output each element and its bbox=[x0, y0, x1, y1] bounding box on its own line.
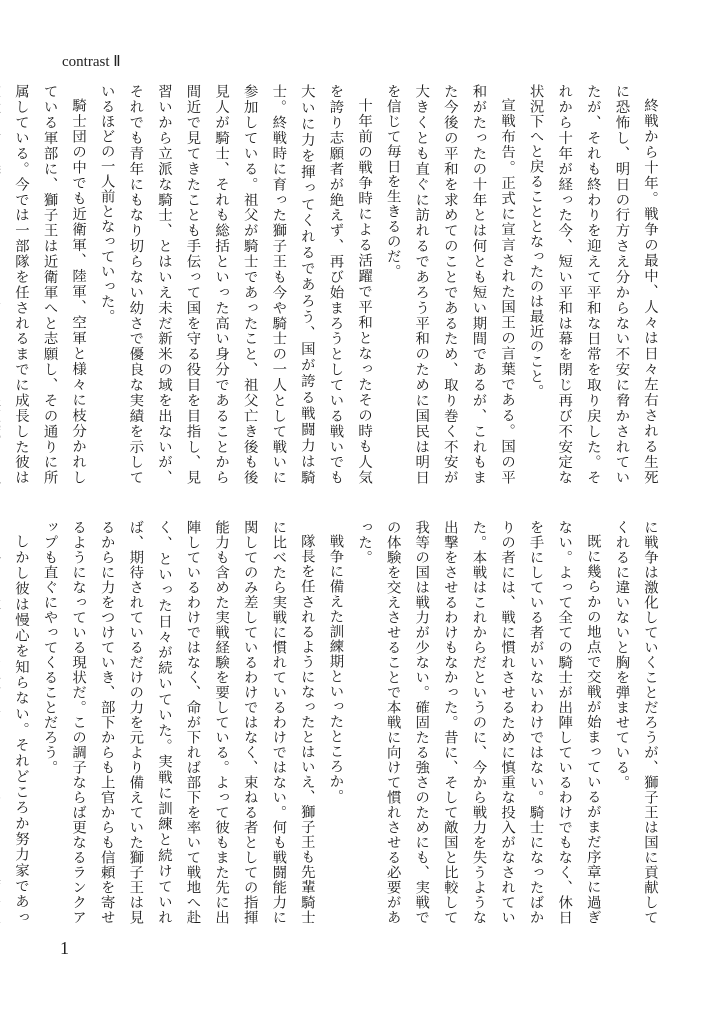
paragraph: 宣戦布告。正式に宣言された国王の言葉である。国の平和がたったの十年とは何とも短い期間であるが、これもまた今後の平和を求めてのことであるため、取り巻く不安が大きくとも直ぐに訪れるであろう平和のために国民は明日を信じて毎日を生きるのだ。 bbox=[384, 84, 516, 485]
upper-text-block bbox=[12, 84, 664, 485]
paragraph: しかし彼は慢心を知らない。それどころか努力家であっ bbox=[12, 534, 29, 925]
lower-text-block bbox=[12, 520, 664, 925]
paragraph: 終戦から十年。戦争の最中、人々は日々左右される生死に恐怖し、明日の行方さえ分からない不安に脅かされていたが、それも終わりを迎えて平和な日常を取り戻した。それから十年が経った今、短い平和は幕を閉じ再び不安定な状況下へと戻ることとなったのは最近のこと。 bbox=[527, 84, 658, 485]
running-header: contrast Ⅱ bbox=[62, 54, 121, 70]
paragraph: 戦争に備えた訓練期といったところか。 bbox=[327, 534, 344, 805]
paragraph: 隊長を任されるようになったとはいえ、獅子王も先輩騎士に比べたら実戦に慣れているわけではない。何も戦闘能力に関してのみ差しているわけではなく、束ねる者としての指揮能力も含めた実戦経験を要している。よって彼もまた先に出陣しているわけではなく、命が下れば部下を率いて戦地へ赴く、といった日々が続いていた。実戦に訓練と続けていれば、期待されているだけの力を元より備えていた獅子王は見るからに力をつけていき、部下からも上官からも信頼を寄せるようになっている現状だ。この調子ならば更なるランクアップも直ぐにやってくることだろう。 bbox=[41, 520, 315, 925]
paragraph: 十年前の戦争時による活躍で平和となったその時も人気を誇り志願者が絶えず、再び始まろうとしている戦いでも大いに力を揮ってくれるであろう、国が誇る戦闘力は騎士。終戦時に育った獅子王も今や騎士の一人として戦いに参加している。祖父が騎士であったこと、祖父亡き後も後見人が騎士、それも総括といった高い身分であることから間近で見てきたことも手伝って国を守る役目を目指し、見習いから立派な騎士、とはいえ未だ新米の域を出ないが、それでも青年にもなり切らない幼さで優良な実績を示しているほどの一人前となっていった。 bbox=[98, 84, 373, 485]
paragraph: 既に幾らかの地点で交戦が始まっているがまだ序章に過ぎない。よって全ての騎士が出陣しているわけでもなく、休日を手にしている者がいないわけではない。騎士になったばかりの者には、戦に慣れさせるために慎重な投入がなされていた。本戦はこれからだというのに、今から戦力を失うような出撃をさせるわけもなかった。昔に、そして敵国と比較して我等の国は戦力が少ない。確固たる強さのためにも、実戦での体験を交えさせることで本戦に向けて慣れさせる必要があった。 bbox=[356, 520, 601, 925]
page-number: 1 bbox=[60, 938, 69, 958]
paragraph: 騎士団の中でも近衛軍、陸軍、空軍と様々に枝分かれしている軍部に、獅子王は近衛軍へと志願し、その通りに所属している。今では一部隊を任されるまでに成長した彼は bbox=[12, 84, 87, 485]
paragraph: に戦争は激化していくことだろうが、獅子王は国に貢献してくれるに違いないと胸を弾ませている。 bbox=[613, 520, 658, 925]
